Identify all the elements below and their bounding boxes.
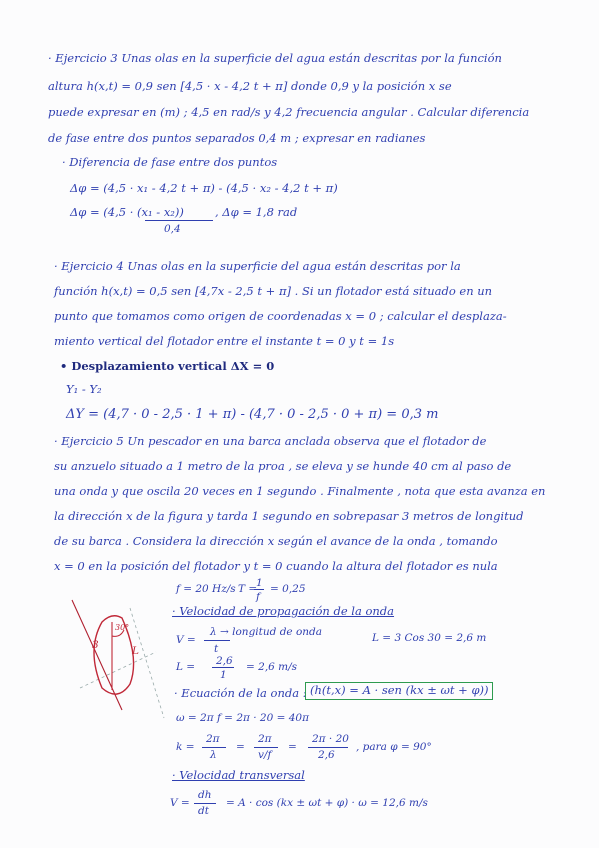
fraction-bar <box>194 803 216 804</box>
k-eq-1: = <box>236 741 245 753</box>
k-den-2: v/f <box>258 749 272 761</box>
speed-label: V = <box>176 634 196 646</box>
k-den-1: λ <box>210 749 217 761</box>
ex3-line-1: · Ejercicio 3 Unas olas en la superficie del agua están descritas por la función <box>48 51 502 65</box>
speed-calc-label: L = <box>176 661 196 673</box>
ex3-eq-1: Δφ = (4,5 · x₁ - 4,2 t + π) - (4,5 · x₂ - 4,2 t + π) <box>70 181 338 195</box>
wave-equation-box: (h(t,x) = A · sen (kx ± ωt + φ)) <box>305 682 493 700</box>
vt-result: = A · cos (kx ± ωt + φ) · ω = 12,6 m/s <box>226 797 428 809</box>
k-num-3: 2π · 20 <box>312 733 349 745</box>
ex5-line-5: de su barca . Considera la dirección x según el avance de la onda , tomando <box>54 534 498 548</box>
period-value: = 0,25 <box>270 583 306 595</box>
ex4-line-4: miento vertical del flotador entre el instante t = 0 y t = 1s <box>54 334 395 348</box>
fraction-bar <box>254 589 264 590</box>
period-label: T = <box>238 583 258 595</box>
speed-value: = 2,6 m/s <box>246 661 298 673</box>
ex4-equation: ΔY = (4,7 · 0 - 2,5 · 1 + π) - (4,7 · 0 - 2,5 · 0 + π) = 0,3 m <box>66 407 439 422</box>
heading-transverse-speed: · Velocidad transversal <box>172 768 305 782</box>
ex5-line-3: una onda y que oscila 20 veces en 1 segundo . Finalmente , nota que esta avanza en <box>54 484 546 498</box>
fraction-bar <box>308 747 348 748</box>
ex4-line-1: · Ejercicio 4 Unas olas en la superficie del agua están descritas por la <box>54 259 461 273</box>
ex3-line-3: puede expresar en (m) ; 4,5 en rad/s y 4,2 frecuencia angular . Calcular diferencia <box>48 105 530 119</box>
frequency: f = 20 Hz/s <box>176 583 236 595</box>
fraction-bar <box>254 747 278 748</box>
ex3-eq-2: Δφ = (4,5 · (x₁ - x₂)) <box>70 205 184 219</box>
phase-note: , para φ = 90° <box>356 741 432 753</box>
figure-label-L: L <box>132 645 139 657</box>
vt-label: V = <box>170 797 190 809</box>
figure-label-angle: 30° <box>115 623 130 632</box>
period-den: f <box>256 591 260 603</box>
angular-frequency: ω = 2π f = 2π · 20 = 40π <box>176 712 310 724</box>
fraction-bar <box>204 640 230 641</box>
k-num-2: 2π <box>258 733 272 745</box>
ex3-line-2: altura h(x,t) = 0,9 sen [4,5 · x - 4,2 t + π] donde 0,9 y la posición x se <box>48 79 452 93</box>
lambda-note: λ → longitud de onda <box>210 626 323 638</box>
ex5-line-2: su anzuelo situado a 1 metro de la proa , se eleva y se hunde 40 cm al paso de <box>54 459 512 473</box>
ex3-line-5: · Diferencia de fase entre dos puntos <box>62 155 278 169</box>
fraction-bar <box>212 667 234 668</box>
ex4-line-3: punto que tomamos como origen de coordenadas x = 0 ; calcular el desplaza- <box>54 309 507 323</box>
speed-calc-num: 2,6 <box>216 655 233 667</box>
ex4-y-difference: Y₁ - Y₂ <box>66 382 102 396</box>
ex3-eq-2-denominator: 0,4 <box>164 223 181 235</box>
heading-propagation-speed: · Velocidad de propagación de la onda <box>172 604 395 618</box>
k-label: k = <box>176 741 195 753</box>
ex5-line-4: la dirección x de la figura y tarda 1 segundo en sobrepasar 3 metros de longitud <box>54 509 524 523</box>
ex3-result: , Δφ = 1,8 rad <box>215 205 298 219</box>
figure-label-3: 3 <box>92 639 99 651</box>
vt-num: dh <box>198 789 212 801</box>
k-eq-2: = <box>288 741 297 753</box>
k-den-3: 2,6 <box>318 749 335 761</box>
ex4-heading: • Desplazamiento vertical ΔX = 0 <box>60 359 275 373</box>
ex4-line-2: función h(x,t) = 0,5 sen [4,7x - 2,5 t + π] . Si un flotador está situado en un <box>54 284 493 298</box>
boat-figure <box>60 592 170 732</box>
fraction-bar <box>202 747 226 748</box>
length-calc: L = 3 Cos 30 = 2,6 m <box>372 632 487 644</box>
period-num: 1 <box>256 577 263 589</box>
vt-den: dt <box>198 805 209 817</box>
ex5-line-6: x = 0 en la posición del flotador y t = 0 cuando la altura del flotador es nula <box>54 559 498 573</box>
fraction-bar <box>145 220 213 221</box>
ex3-line-4: de fase entre dos puntos separados 0,4 m ; expresar en radianes <box>48 131 426 145</box>
k-num-1: 2π <box>206 733 220 745</box>
heading-wave-equation: · Ecuación de la onda : <box>174 686 307 700</box>
ex5-line-1: · Ejercicio 5 Un pescador en una barca anclada observa que el flotador de <box>54 434 487 448</box>
speed-den: t <box>214 643 219 655</box>
speed-calc-den: 1 <box>220 669 227 681</box>
